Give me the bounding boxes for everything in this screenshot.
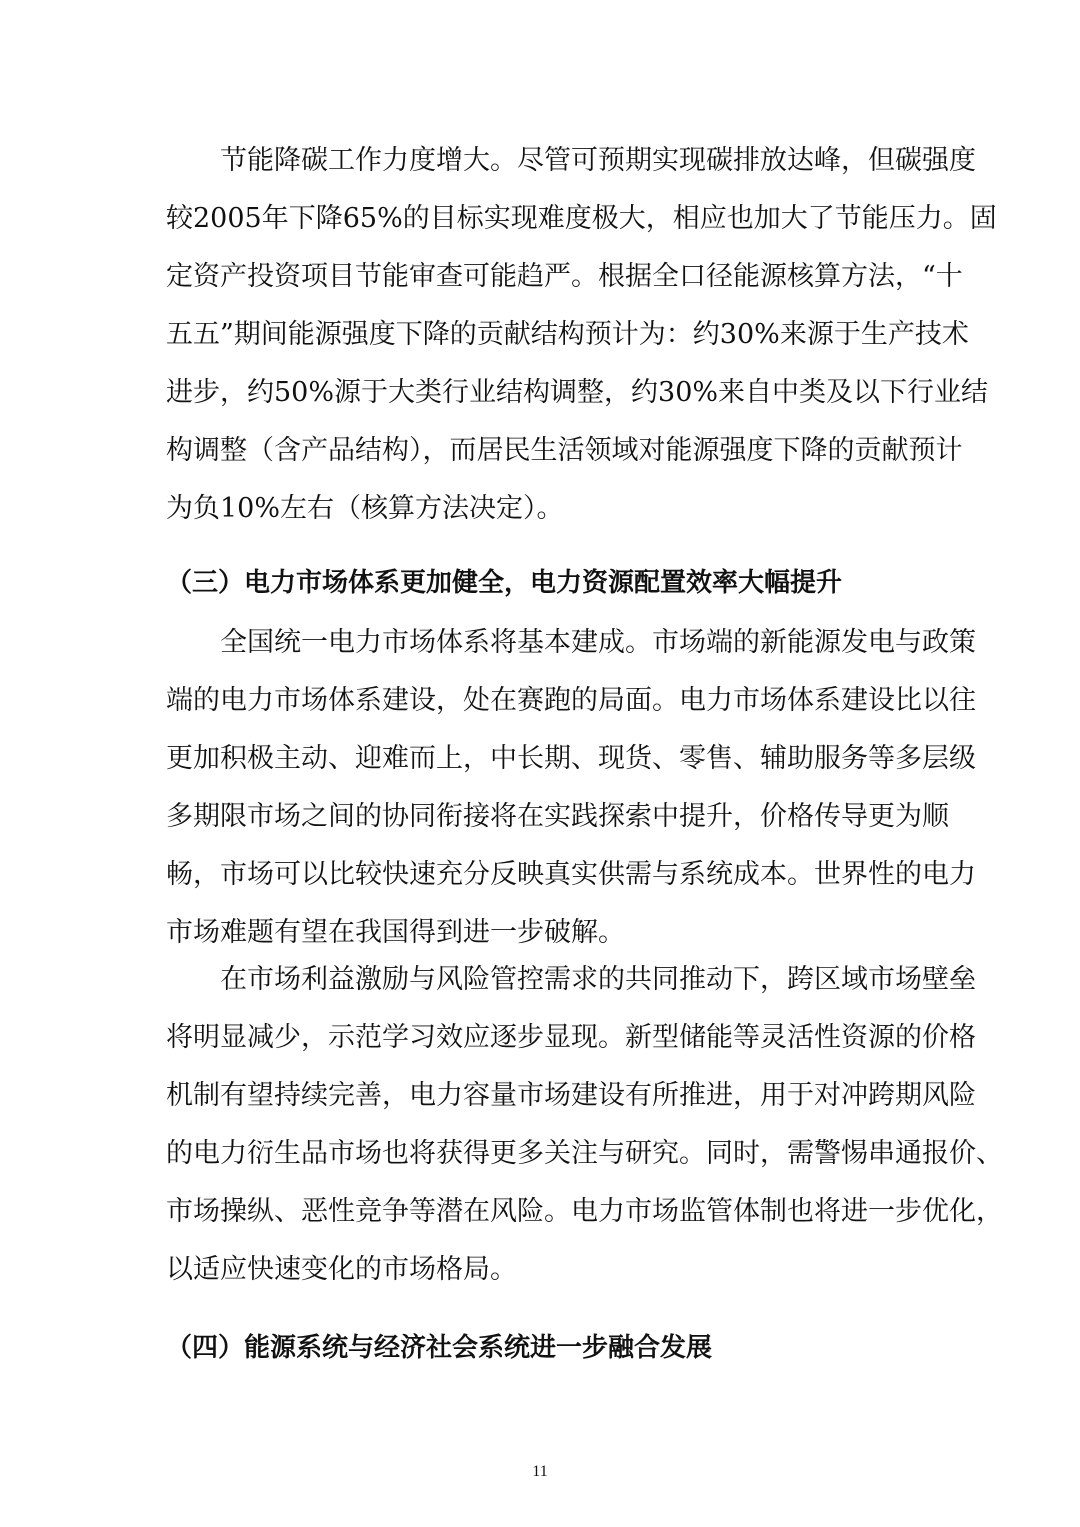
section-heading-3: （三）电力市场体系更加健全，电力资源配置效率大幅提升 — [166, 568, 843, 598]
text-line: 在市场利益激励与风险管控需求的共同推动下，跨区域市场壁垒 — [220, 964, 976, 995]
text-line: 的电力衍生品市场也将获得更多关注与研究。同时，需警惕串通报价、 — [166, 1138, 1003, 1169]
text-line: 将明显减少，示范学习效应逐步显现。新型储能等灵活性资源的价格 — [166, 1022, 976, 1053]
page-number: 11 — [532, 1463, 548, 1480]
text-line: 较2005年下降65%的目标实现难度极大，相应也加大了节能压力。固 — [166, 203, 997, 234]
text-line: 全国统一电力市场体系将基本建成。市场端的新能源发电与政策 — [220, 627, 976, 658]
text-line: 构调整（含产品结构），而居民生活领域对能源强度下降的贡献预计 — [166, 435, 963, 466]
text-line: 节能降碳工作力度增大。尽管可预期实现碳排放达峰，但碳强度 — [220, 145, 976, 176]
text-line: 五五”期间能源强度下降的贡献结构预计为：约30%来源于生产技术 — [166, 319, 969, 350]
text-line: 更加积极主动、迎难而上，中长期、现货、零售、辅助服务等多层级 — [166, 743, 976, 774]
section-heading-4: （四）能源系统与经济社会系统进一步融合发展 — [166, 1333, 713, 1363]
text-line: 市场操纵、恶性竞争等潜在风险。电力市场监管体制也将进一步优化， — [166, 1196, 1003, 1227]
paragraph-cross-region — [166, 951, 1003, 1299]
text-line: 定资产投资项目节能审查可能趋严。根据全口径能源核算方法，“十 — [166, 261, 963, 292]
text-line: 以适应快速变化的市场格局。 — [166, 1254, 517, 1285]
text-line: 市场难题有望在我国得到进一步破解。 — [166, 917, 625, 948]
text-line: 端的电力市场体系建设，处在赛跑的局面。电力市场体系建设比以往 — [166, 685, 976, 716]
text-line: 机制有望持续完善，电力容量市场建设有所推进，用于对冲跨期风险 — [166, 1080, 976, 1111]
text-line: 进步，约50%源于大类行业结构调整，约30%来自中类及以下行业结 — [166, 377, 989, 408]
text-line: 为负10%左右（核算方法决定）。 — [166, 493, 564, 524]
paragraph-unified-market — [166, 614, 976, 962]
text-line: 畅，市场可以比较快速充分反映真实供需与系统成本。世界性的电力 — [166, 859, 976, 890]
text-line: 多期限市场之间的协同衔接将在实践探索中提升，价格传导更为顺 — [166, 801, 949, 832]
paragraph-energy-saving — [166, 132, 997, 538]
